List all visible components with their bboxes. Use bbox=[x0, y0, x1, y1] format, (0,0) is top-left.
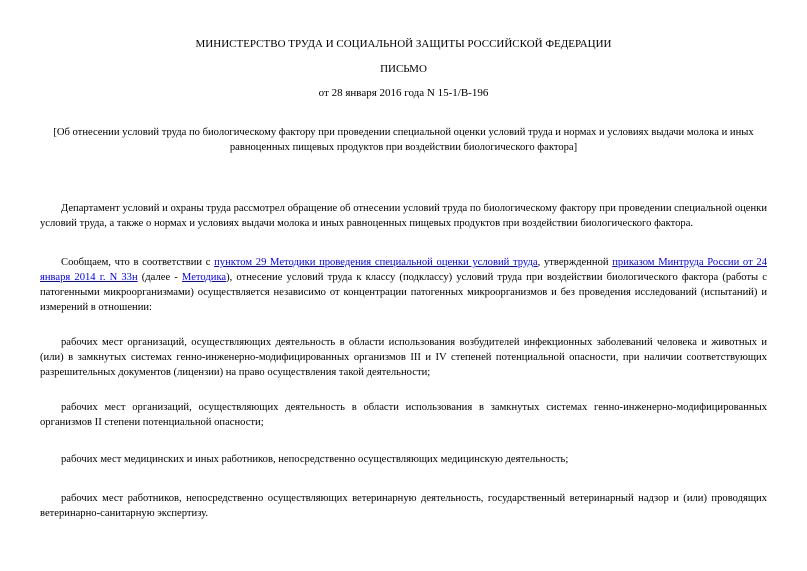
methodology-point-29-link[interactable]: пунктом 29 Методики проведения специальной оценки условий труда bbox=[214, 257, 538, 268]
document-type: ПИСЬМО bbox=[380, 63, 427, 75]
paragraph-list-item: рабочих мест организаций, осуществляющих деятельность в области использования возбудителей инфекционных заболеваний человека и животных и (или) в замкнутых системах генно-инженерно-модифицированных организмов III и IV степеней потенциальной опасности, при наличии соответствующих разрешительных документов (лицензии) на право осуществления такой деятельности; bbox=[40, 337, 767, 378]
paragraph-list-item: рабочих мест работников, непосредственно осуществляющих ветеринарную деятельность, государственный ветеринарный надзор и (или) проводящих ветеринарно-санитарную экспертизу. bbox=[40, 493, 767, 519]
paragraph-list-item: рабочих мест медицинских и иных работников, непосредственно осуществляющих медицинскую деятельность; bbox=[61, 454, 569, 465]
paragraph-intro: Департамент условий и охраны труда рассмотрел обращение об отнесении условий труда по биологическому фактору при проведении специальной оценки условий труда, а также о нормах и условиях выдачи молока и иных равноценных пищевых продуктов при воздействии биологического фактора. bbox=[40, 203, 767, 229]
ministry-heading: МИНИСТЕРСТВО ТРУДА И СОЦИАЛЬНОЙ ЗАЩИТЫ РОССИЙСКОЙ ФЕДЕРАЦИИ bbox=[195, 38, 612, 50]
paragraph-text: Сообщаем, что в соответствии с bbox=[61, 257, 215, 268]
paragraph-methodology bbox=[40, 255, 767, 315]
methodology-link[interactable]: Методика bbox=[181, 272, 227, 283]
document-subject: [Об отнесении условий труда по биологическому фактору при проведении специальной оценки условий труда и нормах и условиях выдачи молока и иных равноценных пищевых продуктов при воздействии биологического фактора] bbox=[53, 127, 754, 153]
paragraph-text: (далее - bbox=[137, 272, 182, 283]
paragraph-text: ), отнесение условий труда к классу (подклассу) условий труда при воздействии биологического фактора (работы с патогенными микроорганизмами) осуществляется независимо от концентрации патогенных микроорганизмов и без проведения исследований (испытаний) и измерений в отношении: bbox=[40, 272, 767, 313]
document-date-number: от 28 января 2016 года N 15-1/В-196 bbox=[318, 87, 489, 99]
paragraph-text: , утвержденной bbox=[537, 257, 613, 268]
paragraph-list-item: рабочих мест организаций, осуществляющих деятельность в области использования в замкнутых системах генно-инженерно-модифицированных организмов II степени потенциальной опасности; bbox=[40, 402, 767, 428]
order-mintrud-link[interactable]: приказом Минтруда России от 24 января 2014 г. N 33н bbox=[40, 257, 768, 283]
